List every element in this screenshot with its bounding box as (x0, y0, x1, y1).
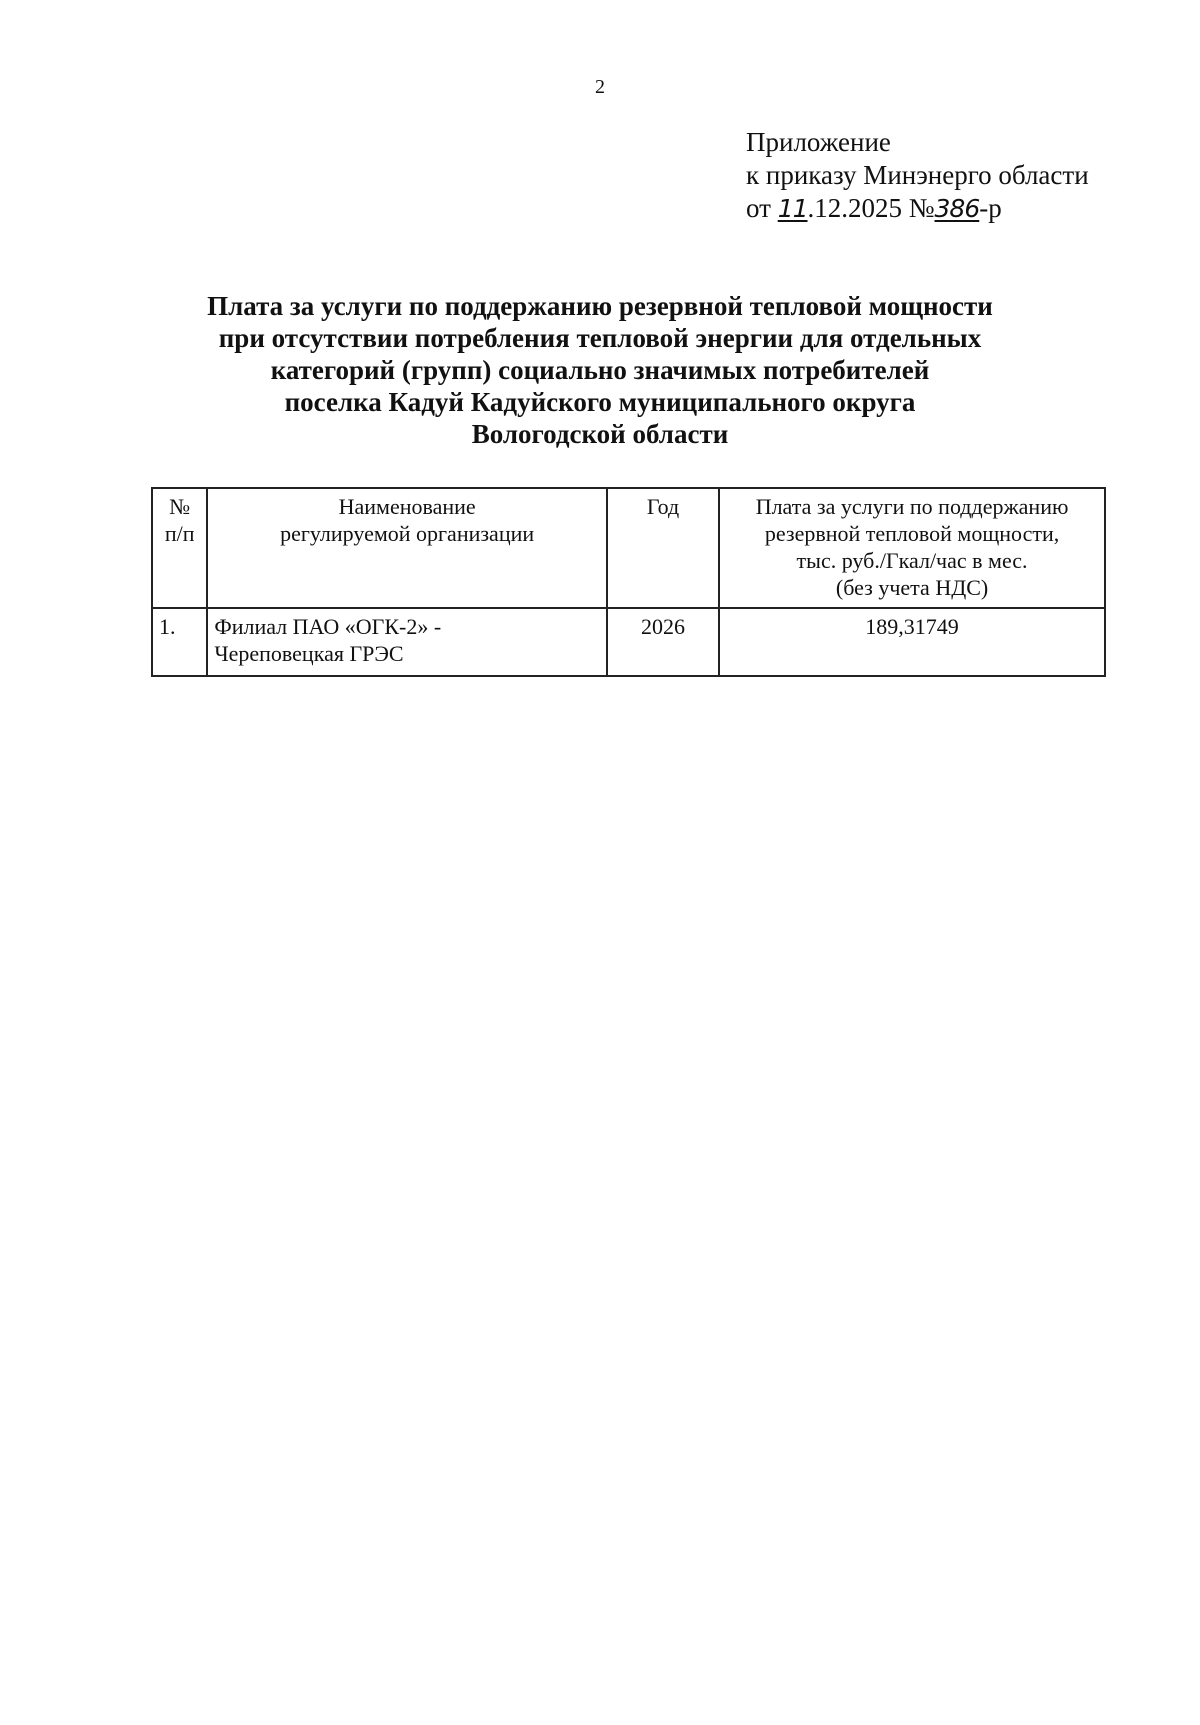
order-suffix: -р (979, 193, 1002, 223)
document-title (150, 290, 1050, 450)
appendix-date-line (746, 192, 1089, 225)
title-line: при отсутствии потребления тепловой энергии для отдельных (218, 323, 982, 353)
date-rest: .12.2025 № (807, 193, 935, 223)
header-num: № п/п (152, 488, 207, 608)
appendix-order-reference: к приказу Минэнерго области (746, 160, 1089, 190)
page-number: 2 (595, 76, 605, 98)
date-day-handwritten: 11 (777, 194, 808, 223)
order-number-handwritten: 386 (934, 194, 980, 223)
title-line: поселка Кадуй Кадуйского муниципального округа (284, 387, 916, 417)
header-year: Год (607, 488, 719, 608)
title-line: категорий (групп) социально значимых потребителей (270, 355, 930, 385)
header-name: Наименование регулируемой организации (207, 488, 607, 608)
table-header-row (152, 488, 1105, 608)
row-year: 2026 (607, 608, 719, 676)
title-line: Плата за услуги по поддержанию резервной тепловой мощности (207, 291, 993, 321)
title-line: Вологодской области (471, 419, 729, 449)
date-prefix: от (746, 193, 778, 223)
row-fee: 189,31749 (719, 608, 1105, 676)
row-num: 1. (152, 608, 207, 676)
appendix-label: Приложение (746, 127, 891, 157)
row-organization-name: Филиал ПАО «ОГК-2» - Череповецкая ГРЭС (207, 608, 607, 676)
tariff-table (151, 487, 1106, 677)
table-row (152, 608, 1105, 676)
appendix-block (746, 126, 1089, 225)
header-fee: Плата за услуги по поддержанию резервной тепловой мощности, тыс. руб./Гкал/час в мес. (без учета НДС) (719, 488, 1105, 608)
